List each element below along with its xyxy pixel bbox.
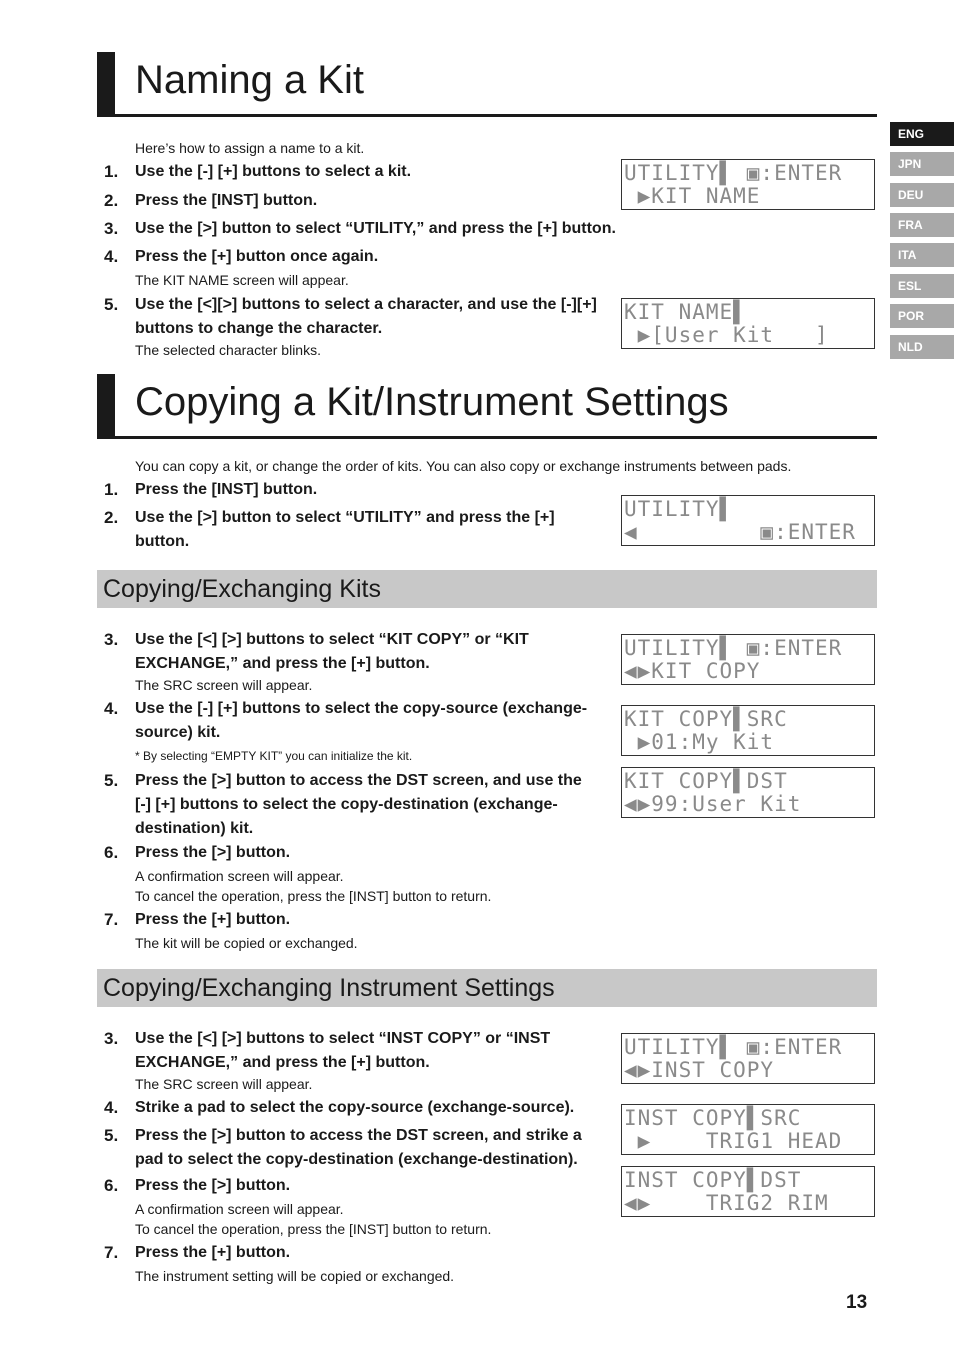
step-text: Use the [-] [+] buttons to select a kit. (135, 163, 412, 180)
lcd-line-1: UTILITY▌ (624, 497, 734, 521)
lcd-utility-kit-name (621, 159, 875, 210)
naming-step-4-note: The KIT NAME screen will appear. (135, 272, 349, 288)
inst-step-6-note-2: To cancel the operation, press the [INST] button to return. (135, 1221, 492, 1237)
tab-esl[interactable]: ESL (890, 274, 954, 298)
kits-step-6-note-2: To cancel the operation, press the [INST] button to return. (135, 888, 492, 904)
page-number: 13 (846, 1292, 868, 1313)
subheading-inst (97, 969, 877, 1007)
heading-bar (97, 52, 115, 114)
step-number: 5. (104, 295, 119, 314)
lcd-inst-copy-src (621, 1104, 875, 1155)
naming-intro: Here’s how to assign a name to a kit. (135, 140, 365, 156)
lcd-kit-copy (621, 634, 875, 685)
lcd-line-2: ▶[User Kit ] (624, 323, 829, 347)
step-number: 2. (104, 508, 119, 527)
lcd-line-1: UTILITY▌ ▣:ENTER (624, 636, 843, 660)
lcd-inst-copy-dst (621, 1166, 875, 1217)
step-text: Use the [>] button to select “UTILITY,” and press the [+] button. (135, 220, 616, 237)
naming-step-5 (104, 293, 614, 341)
kits-step-6 (104, 841, 604, 865)
lcd-line-2: ▶ TRIG1 HEAD (624, 1129, 843, 1153)
subheading-text: Copying/Exchanging Instrument Settings (103, 974, 555, 1002)
step-number: 4. (104, 1098, 119, 1117)
inst-step-5 (104, 1124, 604, 1172)
step-text: Press the [>] button to access the DST screen, and strike a pad to select the copy-destination (exchange-destination). (135, 1127, 582, 1168)
step-text: Use the [<] [>] buttons to select “KIT COPY” or “KIT EXCHANGE,” and press the [+] button. (135, 631, 529, 672)
step-number: 3. (104, 219, 119, 238)
naming-step-3 (104, 217, 644, 241)
tab-ita[interactable]: ITA (890, 243, 954, 267)
step-text: Press the [+] button once again. (135, 248, 379, 265)
lcd-line-2: ◀▶KIT COPY (624, 659, 761, 683)
step-number: 7. (104, 910, 119, 929)
step-number: 3. (104, 1029, 119, 1048)
step-text: Press the [>] button. (135, 844, 291, 861)
step-text: Press the [>] button to access the DST screen, and use the [-] [+] buttons to select the copy-destination (exchange-destination) kit. (135, 772, 582, 837)
lcd-line-1: UTILITY▌ ▣:ENTER (624, 161, 843, 185)
step-text: Use the [<][>] buttons to select a character, and use the [-][+] buttons to change the character. (135, 296, 597, 337)
inst-step-7-note: The instrument setting will be copied or exchanged. (135, 1268, 455, 1284)
kits-step-7-note: The kit will be copied or exchanged. (135, 935, 358, 951)
lcd-line-2: ▶01:My Kit (624, 730, 775, 754)
lcd-utility-enter (621, 495, 875, 546)
step-text: Use the [<] [>] buttons to select “INST COPY” or “INST EXCHANGE,” and press the [+] button. (135, 1030, 551, 1071)
step-number: 2. (104, 191, 119, 210)
copying-step-2 (104, 506, 604, 554)
lcd-line-1: UTILITY▌ ▣:ENTER (624, 1035, 843, 1059)
kits-step-4 (104, 697, 604, 745)
step-text: Press the [>] button. (135, 1177, 291, 1194)
step-number: 4. (104, 699, 119, 718)
lcd-line-2: ◀ ▣:ENTER (624, 520, 856, 544)
tab-eng[interactable]: ENG (890, 122, 954, 146)
kits-step-7 (104, 908, 604, 932)
tab-jpn[interactable]: JPN (890, 152, 954, 176)
subheading-kits (97, 570, 877, 608)
naming-step-4 (104, 245, 604, 269)
inst-step-3 (104, 1027, 604, 1075)
copying-intro: You can copy a kit, or change the order of kits. You can also copy or exchange instruments between pads. (135, 458, 792, 474)
heading-text: Copying a Kit/Instrument Settings (135, 380, 729, 424)
step-text: Strike a pad to select the copy-source (exchange-source). (135, 1099, 575, 1116)
kits-step-3-note: The SRC screen will appear. (135, 677, 313, 693)
inst-step-4 (104, 1096, 604, 1120)
naming-step-1 (104, 160, 604, 184)
heading-text: Naming a Kit (135, 58, 364, 102)
tab-deu[interactable]: DEU (890, 183, 954, 207)
naming-step-2 (104, 189, 604, 213)
heading-bar (97, 374, 115, 436)
step-number: 7. (104, 1243, 119, 1262)
tab-nld[interactable]: NLD (890, 335, 954, 359)
step-number: 6. (104, 1176, 119, 1195)
lcd-line-2: ◀▶INST COPY (624, 1058, 775, 1082)
lcd-kit-copy-src (621, 705, 875, 756)
lcd-inst-copy (621, 1033, 875, 1084)
lcd-line-2: ◀▶99:User Kit (624, 792, 802, 816)
inst-step-6-note-1: A confirmation screen will appear. (135, 1201, 344, 1217)
step-text: Press the [+] button. (135, 911, 291, 928)
step-text: Press the [INST] button. (135, 192, 318, 209)
step-number: 5. (104, 1126, 119, 1145)
lcd-line-1: KIT COPY▌SRC (624, 707, 788, 731)
step-number: 1. (104, 480, 119, 499)
step-number: 4. (104, 247, 119, 266)
copying-step-1 (104, 478, 604, 502)
lcd-line-2: ◀▶ TRIG2 RIM (624, 1191, 829, 1215)
lcd-line-1: KIT COPY▌DST (624, 769, 788, 793)
step-text: Use the [>] button to select “UTILITY” and press the [+] button. (135, 509, 555, 550)
step-number: 5. (104, 771, 119, 790)
tab-fra[interactable]: FRA (890, 213, 954, 237)
step-text: Use the [-] [+] buttons to select the copy-source (exchange-source) kit. (135, 700, 588, 741)
step-number: 6. (104, 843, 119, 862)
tab-por[interactable]: POR (890, 304, 954, 328)
kits-step-6-note-1: A confirmation screen will appear. (135, 868, 344, 884)
naming-step-5-note: The selected character blinks. (135, 342, 321, 358)
lcd-kit-name (621, 298, 875, 349)
lcd-kit-copy-dst (621, 767, 875, 818)
step-text: Press the [+] button. (135, 1244, 291, 1261)
heading-naming-a-kit (97, 52, 877, 117)
inst-step-6 (104, 1174, 604, 1198)
lcd-line-1: KIT NAME▌ (624, 300, 747, 324)
step-number: 1. (104, 162, 119, 181)
inst-step-3-note: The SRC screen will appear. (135, 1076, 313, 1092)
inst-step-7 (104, 1241, 604, 1265)
kits-step-4-note: * By selecting “EMPTY KIT” you can initialize the kit. (135, 749, 413, 763)
kits-step-3 (104, 628, 604, 676)
kits-step-5 (104, 769, 604, 841)
heading-copying (97, 374, 877, 439)
lcd-line-2: ▶KIT NAME (624, 184, 761, 208)
lcd-line-1: INST COPY▌SRC (624, 1106, 802, 1130)
lcd-line-1: INST COPY▌DST (624, 1168, 802, 1192)
subheading-text: Copying/Exchanging Kits (103, 575, 381, 603)
step-number: 3. (104, 630, 119, 649)
step-text: Press the [INST] button. (135, 481, 318, 498)
